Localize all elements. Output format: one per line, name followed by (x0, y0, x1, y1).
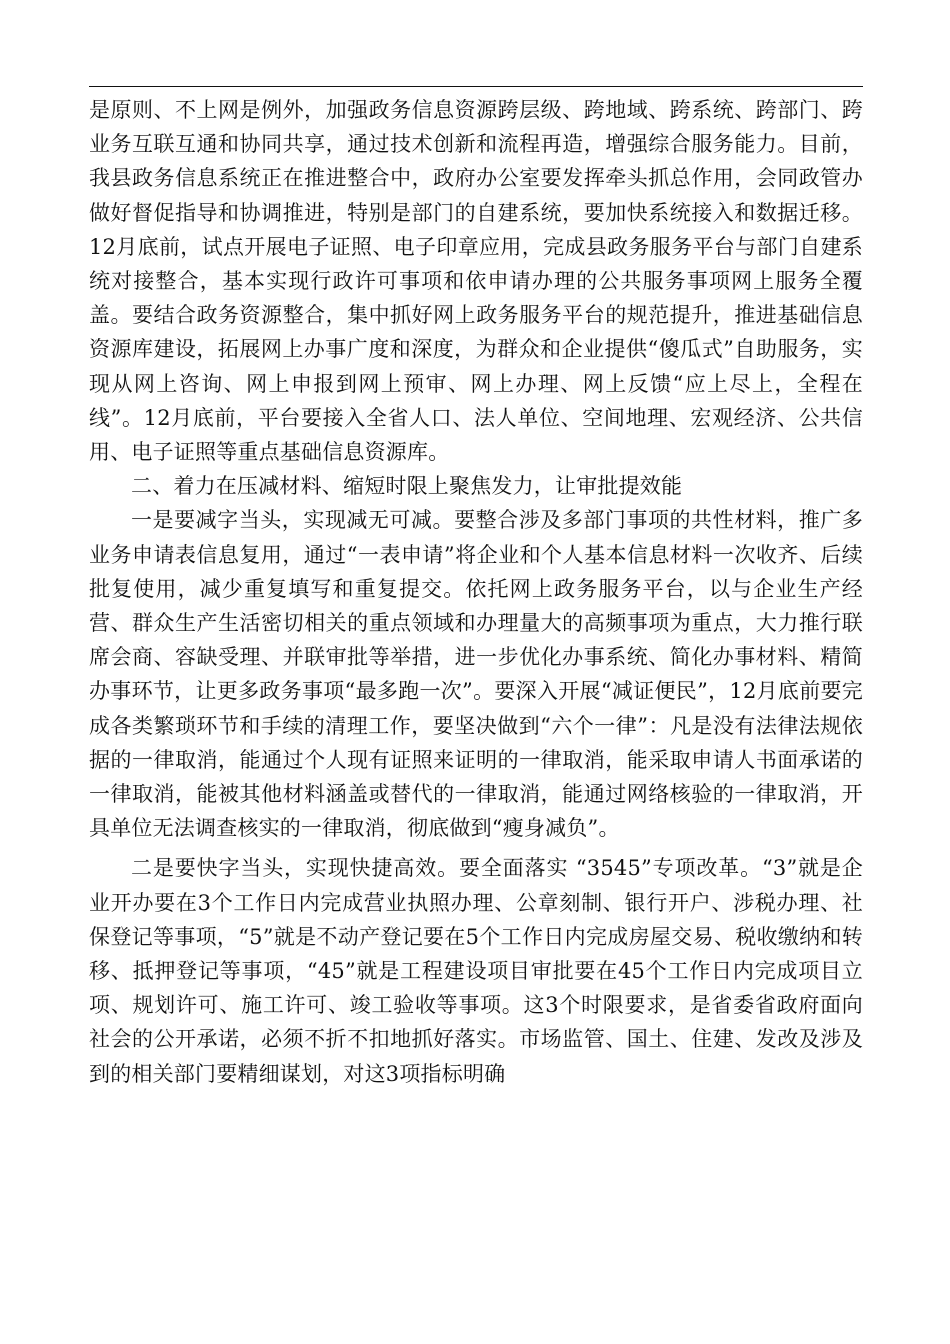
section-heading: 二、着力在压减材料、缩短时限上聚焦发力，让审批提效能 (131, 474, 683, 499)
paragraph-continuation: 是原则、不上网是例外，加强政务信息资源跨层级、跨地域、跨系统、跨部门、跨业务互联互通和协同共享，通过技术创新和流程再造，增强综合服务能力。目前，我县政务信息系统正在推进整合中，政府办公室要发挥牵头抓总作用，会同政管办做好督促指导和协调推进，特别是部门的自建系统，要加快系统接入和数据迁移。12月底前，试点开展电子证照、电子印章应用，完成县政务服务平台与部门自建系统对接整合，基本实现行政许可事项和依申请办理的公共服务事项网上服务全覆盖。要结合政务资源整合，集中抓好网上政务服务平台的规范提升，推进基础信息资源库建设，拓展网上办事广度和深度，为群众和企业提供“傻瓜式”自助服务，实现从网上咨询、网上申报到网上预审、网上办理、网上反馈“应上尽上，全程在线”。12月底前，平台要接入全省人口、法人单位、空间地理、宏观经济、公共信用、电子证照等重点基础信息资源库。 (89, 98, 863, 465)
paragraph-reduce: 一是要减字当头，实现减无可减。要整合涉及多部门事项的共性材料，推广多业务申请表信息复用，通过“一表申请”将企业和个人基本信息材料一次收齐、后续批复使用，减少重复填写和重复提交。依托网上政务服务平台，以与企业生产经营、群众生产生活密切相关的重点领域和办理量大的高频事项为重点，大力推行联席会商、容缺受理、并联审批等举措，进一步优化办事系统、简化办事材料、精简办事环节，让更多政务事项“最多跑一次”。要深入开展“减证便民”，12月底前要完成各类繁琐环节和手续的清理工作，要坚决做到“六个一律”：凡是没有法律法规依据的一律取消，能通过个人现有证照来证明的一律取消，能采取申请人书面承诺的一律取消，能被其他材料涵盖或替代的一律取消，能通过网络核验的一律取消，开具单位无法调查核实的一律取消，彻底做到“瘦身减负”。 (89, 508, 863, 841)
header-rule (89, 86, 863, 87)
paragraph-speed: 二是要快字当头，实现快捷高效。要全面落实 “3545”专项改革。“3”就是企业开办要在3个工作日内完成营业执照办理、公章刻制、银行开户、涉税办理、社保登记等事项，“5”就是不动产登记要在5个工作日内完成房屋交易、税收缴纳和转移、抵押登记等事项，“45”就是工程建设项目审批要在45个工作日内完成项目立项、规划许可、施工许可、竣工验收等事项。这3个时限要求，是省委省政府面向社会的公开承诺，必须不折不扣地抓好落实。市场监管、国土、住建、发改及涉及到的相关部门要精细谋划，对这3项指标明确 (89, 856, 863, 1086)
body-text (89, 93, 863, 1091)
